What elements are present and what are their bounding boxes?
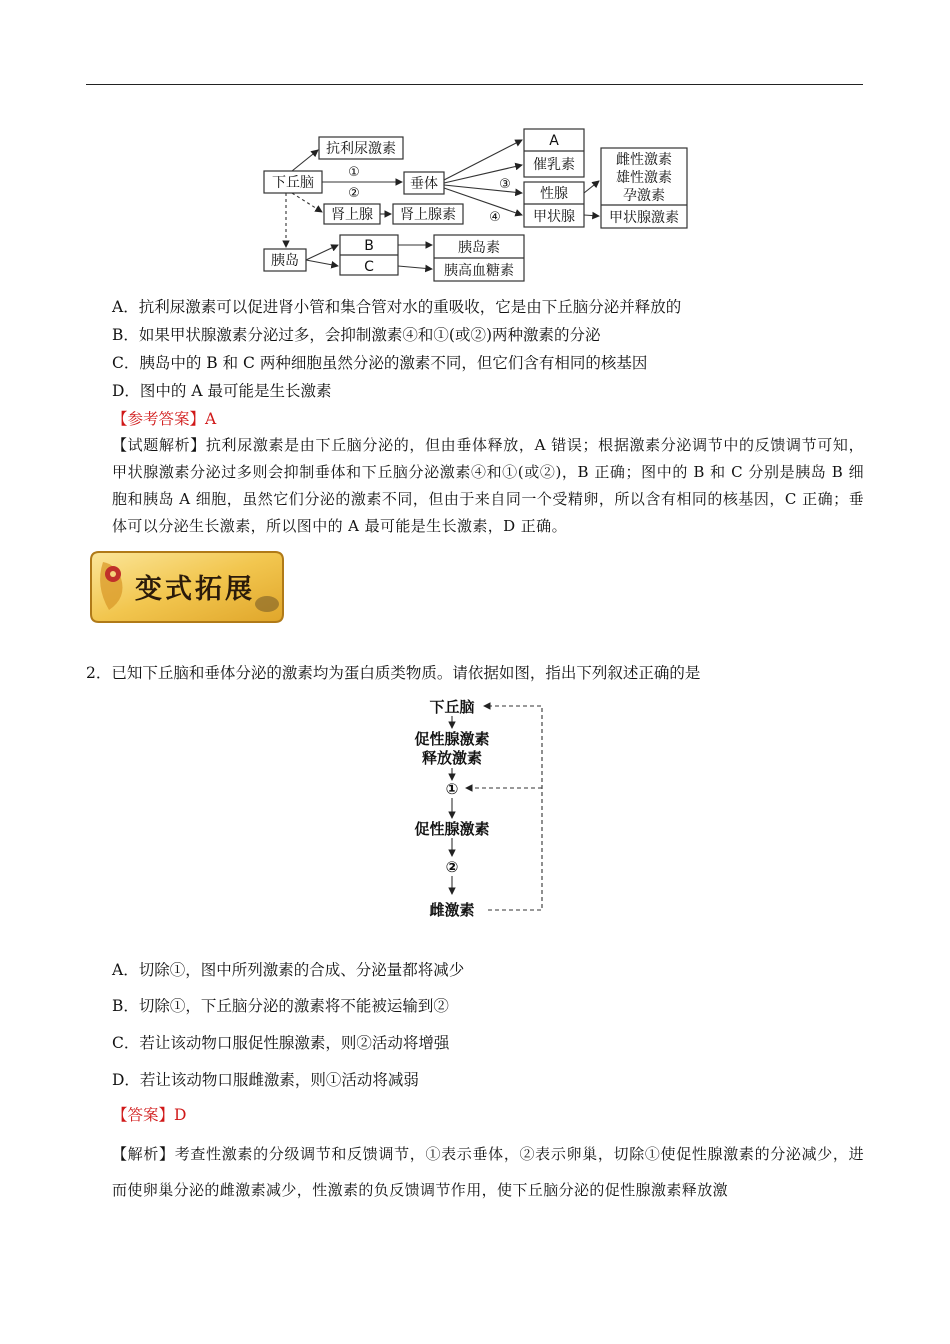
- banner-text: 变式拓展: [135, 574, 255, 605]
- d2-mark-2: ②: [445, 858, 459, 876]
- q1-option-a: A．抗利尿激素可以促进肾小管和集合管对水的重吸收，它是由下丘脑分泌并释放的: [112, 298, 682, 316]
- d1-cell-c: C: [364, 259, 374, 275]
- d1-adh: 抗利尿激素: [326, 141, 396, 157]
- q1-option-c: C．胰岛中的 B 和 C 两种细胞虽然分泌的激素不同，但它们含有相同的核基因: [112, 354, 648, 372]
- d1-mark-1: ①: [348, 165, 360, 180]
- q2-analysis-label: 【解析】: [112, 1145, 175, 1163]
- q2-analysis: [112, 1136, 864, 1208]
- q1-analysis: [112, 432, 864, 540]
- q2-answer: 【答案】D: [112, 1106, 187, 1124]
- d1-mark-4: ④: [489, 210, 501, 225]
- d1-thyroxine: 甲状腺激素: [609, 210, 679, 226]
- q2-option-b: B．切除①，下丘脑分泌的激素将不能被运输到②: [112, 997, 449, 1015]
- d1-mark-2: ②: [348, 186, 360, 201]
- q2-analysis-text: 考查性激素的分级调节和反馈调节，①表示垂体，②表示卵巢，切除①使促性腺激素的分泌减少，进而使卵巢分泌的雌激素减少，性激素的负反馈调节作用，使下丘脑分泌的促性腺激素释放激: [112, 1145, 865, 1199]
- d1-glucagon: 胰高血糖素: [444, 263, 514, 279]
- q2-option-a: A．切除①，图中所列激素的合成、分泌量都将减少: [112, 961, 465, 979]
- d1-sex-hormone-1: 雌性激素: [616, 152, 672, 168]
- d1-prolactin: 催乳素: [533, 157, 575, 173]
- d1-adrenal: 肾上腺: [331, 207, 373, 223]
- q1-option-b: B．如果甲状腺激素分泌过多，会抑制激素④和①(或②)两种激素的分泌: [112, 326, 601, 344]
- d1-mark-3: ③: [499, 177, 511, 192]
- q2-option-c: C．若让该动物口服促性腺激素，则②活动将增强: [112, 1034, 450, 1052]
- d2-grh-line1: 促性腺激素: [414, 730, 490, 748]
- q1-answer: 【参考答案】A: [112, 410, 217, 428]
- d1-thyroid: 甲状腺: [533, 209, 575, 225]
- hormone-regulation-diagram: [256, 126, 696, 286]
- d1-sex-hormone-2: 雄性激素: [616, 170, 672, 186]
- d1-pituitary: 垂体: [410, 176, 438, 192]
- ornament-icon: [255, 596, 279, 612]
- q2-option-d: D．若让该动物口服雌激素，则①活动将减弱: [112, 1071, 419, 1089]
- d2-hypothalamus: 下丘脑: [429, 698, 475, 716]
- q1-analysis-text: 抗利尿激素是由下丘脑分泌的，但由垂体释放，A 错误；根据激素分泌调节中的反馈调节可知，甲状腺激素分泌过多则会抑制垂体和下丘脑分泌激素④和①(或②)，B 正确；图中的 B 和 C 分别是胰岛 B 细胞和胰岛 A 细胞，虽然它们分泌的激素不同，但由于来自同一个受精卵，所以含有相同的核基因，C 正确；垂体可以分泌生长激素，所以图中的 A 最可能是生长激素，D 正确。: [112, 436, 864, 535]
- q1-analysis-label: 【试题解析】: [112, 436, 206, 454]
- q2-stem: 2．已知下丘脑和垂体分泌的激素均为蛋白质类物质。请依据如图，指出下列叙述正确的是: [86, 664, 701, 682]
- d1-islet: 胰岛: [271, 253, 299, 269]
- d1-adrenaline: 肾上腺素: [400, 207, 456, 223]
- d1-insulin: 胰岛素: [458, 240, 500, 256]
- variant-extension-banner: [87, 548, 287, 626]
- d2-gonadotropin: 促性腺激素: [414, 820, 490, 838]
- header-rule: [86, 84, 863, 85]
- d1-gonad: 性腺: [540, 186, 568, 202]
- estrogen-regulation-diagram: [404, 694, 549, 926]
- d2-estrogen: 雌激素: [429, 901, 475, 919]
- d2-grh-line2: 释放激素: [421, 749, 483, 767]
- d2-mark-1: ①: [445, 780, 459, 798]
- d1-hypothalamus: 下丘脑: [272, 175, 314, 191]
- q1-option-d: D．图中的 A 最可能是生长激素: [112, 382, 332, 400]
- d1-hormone-a: A: [549, 133, 559, 149]
- d1-sex-hormone-3: 孕激素: [623, 188, 665, 204]
- d1-cell-b: B: [364, 238, 374, 254]
